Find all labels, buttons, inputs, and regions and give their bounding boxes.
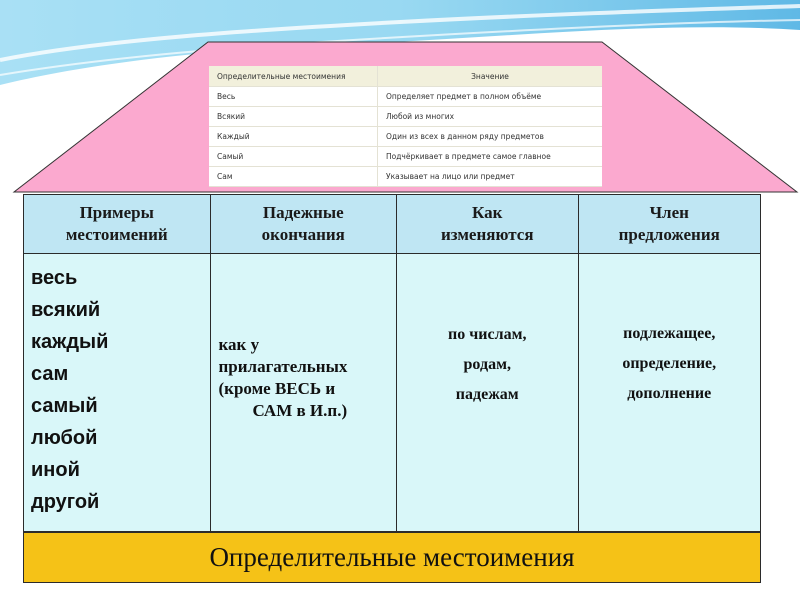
member-line: подлежащее,: [623, 325, 716, 342]
roof-table-word: Самый: [209, 147, 378, 167]
example-word: любой: [31, 427, 98, 449]
changes-cell: [397, 254, 579, 531]
roof-table-row: [209, 167, 602, 187]
house-body: [23, 194, 761, 583]
examples-list: [24, 254, 210, 518]
example-word: весь: [31, 267, 78, 289]
roof-table-row: [209, 87, 602, 107]
header-changes: [397, 195, 579, 253]
roof-table-meaning: Указывает на лицо или предмет: [378, 167, 603, 187]
roof-table-meaning: Любой из многих: [378, 107, 603, 127]
header-changes-line1: Как: [472, 203, 503, 222]
roof-table-header-col1: Определительные местоимения: [209, 66, 378, 87]
changes-line: родам,: [463, 356, 511, 373]
member-line: дополнение: [627, 385, 712, 402]
endings-line: САМ в И.п.): [252, 401, 348, 420]
header-changes-line2: изменяются: [440, 225, 534, 244]
header-member: [579, 195, 761, 253]
endings-line: как у: [218, 335, 260, 354]
base-title-bar: [23, 532, 761, 583]
roof-table-row: [209, 107, 602, 127]
example-word: каждый: [31, 331, 109, 353]
example-word: иной: [31, 459, 80, 481]
roof-table-word: Всякий: [209, 107, 378, 127]
changes-line: по числам,: [448, 326, 527, 343]
roof-table-word: Каждый: [209, 127, 378, 147]
header-examples-line2: местоимений: [65, 225, 168, 244]
example-word: самый: [31, 395, 98, 417]
roof-table-row: [209, 127, 602, 147]
roof-table-meaning: Подчёркивает в предмете самое главное: [378, 147, 603, 167]
header-member-line1: Член: [649, 203, 689, 222]
roof-table-header-col2: Значение: [378, 66, 603, 87]
changes-line: падежам: [455, 386, 519, 403]
example-word: сам: [31, 363, 69, 385]
endings-line: прилагательных: [218, 357, 348, 376]
header-endings: [211, 195, 398, 253]
endings-cell: [211, 254, 398, 531]
example-word: другой: [31, 491, 100, 513]
base-title: Определительные местоимения: [209, 542, 575, 572]
header-examples-line1: Примеры: [79, 203, 154, 222]
header-endings-line2: окончания: [261, 225, 345, 244]
changes-text: [397, 320, 578, 410]
header-member-line2: предложения: [618, 225, 720, 244]
roof-table-word: Сам: [209, 167, 378, 187]
table-body-row: [23, 254, 761, 532]
endings-text: [219, 334, 348, 422]
member-text: [579, 319, 761, 409]
header-endings-line1: Падежные: [262, 203, 344, 222]
member-cell: [579, 254, 761, 531]
header-examples: [24, 195, 211, 253]
roof-table-row: [209, 147, 602, 167]
roof-table-word: Весь: [209, 87, 378, 107]
roof-table-meaning: Определяет предмет в полном объёме: [378, 87, 603, 107]
examples-cell: [24, 254, 211, 531]
example-word: всякий: [31, 299, 101, 321]
roof-table-header: [209, 66, 602, 87]
roof-table-meaning: Один из всех в данном ряду предметов: [378, 127, 603, 147]
roof-pronoun-table: [209, 66, 602, 187]
member-line: определение,: [622, 355, 717, 372]
endings-line: (кроме ВЕСЬ и: [218, 379, 336, 398]
table-header-row: [23, 194, 761, 254]
